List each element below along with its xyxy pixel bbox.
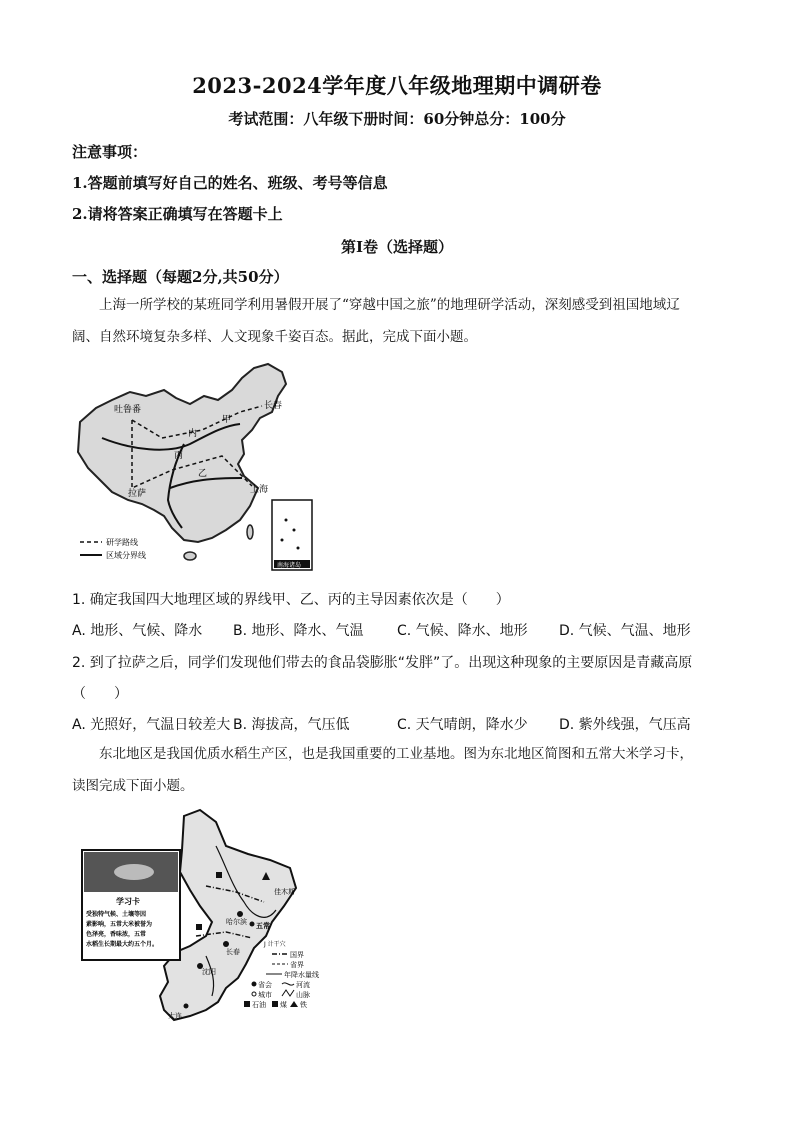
label-yi: 乙 — [198, 469, 208, 479]
label-jiamusi: 佳木斯 — [274, 888, 295, 896]
china-route-map — [72, 360, 320, 575]
study-card-title: 学习卡 — [116, 897, 140, 906]
exam-subtitle: 考试范围：八年级下册时间：60分钟总分：100分 — [228, 110, 566, 128]
exam-title: 2023-2024学年度八年级地理期中调研卷 — [192, 73, 602, 98]
label-lhasa: 拉萨 — [128, 489, 147, 499]
question-2-stem: 2. 到了拉萨之后，同学们发现他们带去的食品袋膨胀“发胖”了。出现这种现象的主要原因是青藏高原 — [72, 655, 693, 671]
legend-item: 省界 — [290, 961, 304, 969]
legend-item: 石油 — [252, 1001, 266, 1009]
q1-option-c: C. 气候、降水、地形 — [397, 623, 528, 639]
legend-item: 铁 — [300, 1001, 307, 1009]
q1-option-b: B. 地形、降水、气温 — [233, 623, 364, 639]
label-changchun: 长春 — [226, 948, 240, 956]
q2-option-b: B. 海拔高，气压低 — [233, 717, 350, 733]
study-card-text: 素影响，五常大米被誉为 — [86, 921, 153, 928]
label-dalian: 大连 — [168, 1012, 182, 1020]
label-shenyang: 沈阳 — [202, 968, 216, 976]
legend-item: 年降水量线 — [284, 971, 319, 979]
label-shanghai: 上海 — [250, 485, 269, 495]
legend-item: 河流 — [296, 981, 310, 989]
part-heading: 一、选择题（每题2分,共50分） — [72, 268, 289, 286]
note-item: 1.答题前填写好自己的姓名、班级、考号等信息 — [72, 174, 388, 192]
q1-option-d: D. 气候、气温、地形 — [559, 623, 691, 639]
question-2-stem-cont: （ ） — [72, 686, 128, 702]
question-1-stem: 1. 确定我国四大地理区域的界线甲、乙、丙的主导因素依次是（ ） — [72, 592, 510, 608]
study-card-text: 色泽亮，香味浓，五常 — [86, 931, 147, 938]
label-bing: 丙 — [174, 451, 184, 461]
legend-item: 山脉 — [296, 991, 310, 999]
study-card-text: 受独特气候、土壤等因 — [86, 911, 147, 918]
legend-item: 城市 — [258, 991, 272, 999]
passage-1 — [72, 289, 724, 353]
legend-item: 省会 — [258, 981, 272, 989]
section-title: 第Ⅰ卷（选择题） — [340, 238, 454, 256]
legend-item: 煤 — [280, 1001, 287, 1009]
passage-1-line: 阔、自然环境复杂多样、人文现象千姿百态。据此，完成下面小题。 — [72, 329, 477, 345]
q2-option-c: C. 天气晴朗，降水少 — [397, 717, 528, 733]
q2-option-a: A. 光照好，气温日较差大 — [72, 717, 231, 733]
label-harbin: 哈尔滨 — [226, 918, 247, 926]
label-jia: 甲 — [222, 415, 232, 425]
legend-route: 研学路线 — [106, 538, 138, 547]
legend-line-label: J 计干穴 — [264, 941, 286, 948]
label-wuchang: 五常 — [256, 922, 270, 930]
northeast-map — [76, 806, 326, 1026]
passage-2-line: 东北地区是我国优质水稻生产区，也是我国重要的工业基地。图为东北地区简图和五常大米学习卡， — [99, 746, 693, 762]
note-item: 2.请将答案正确填写在答题卡上 — [72, 205, 283, 223]
passage-2 — [72, 738, 724, 802]
q1-option-a: A. 地形、气候、降水 — [72, 623, 203, 639]
notes-heading: 注意事项： — [72, 143, 148, 161]
passage-1-line: 上海一所学校的某班同学利用暑假开展了“穿越中国之旅”的地理研学活动，深刻感受到祖国地域辽 — [99, 297, 680, 313]
legend-boundary: 区域分界线 — [106, 551, 146, 560]
label-changchun: 长春 — [264, 401, 283, 411]
legend-item: 国界 — [290, 951, 304, 959]
label-nei: 内 — [188, 429, 198, 439]
study-card-text: 水稻生长期最大约五个月。 — [86, 941, 159, 948]
passage-2-line: 读图完成下面小题。 — [72, 778, 194, 794]
inset-label: 南海诸岛 — [277, 562, 302, 569]
q2-option-d: D. 紫外线强，气压高 — [559, 717, 691, 733]
south-china-sea-inset — [272, 500, 312, 570]
label-turpan: 吐鲁番 — [114, 405, 142, 415]
